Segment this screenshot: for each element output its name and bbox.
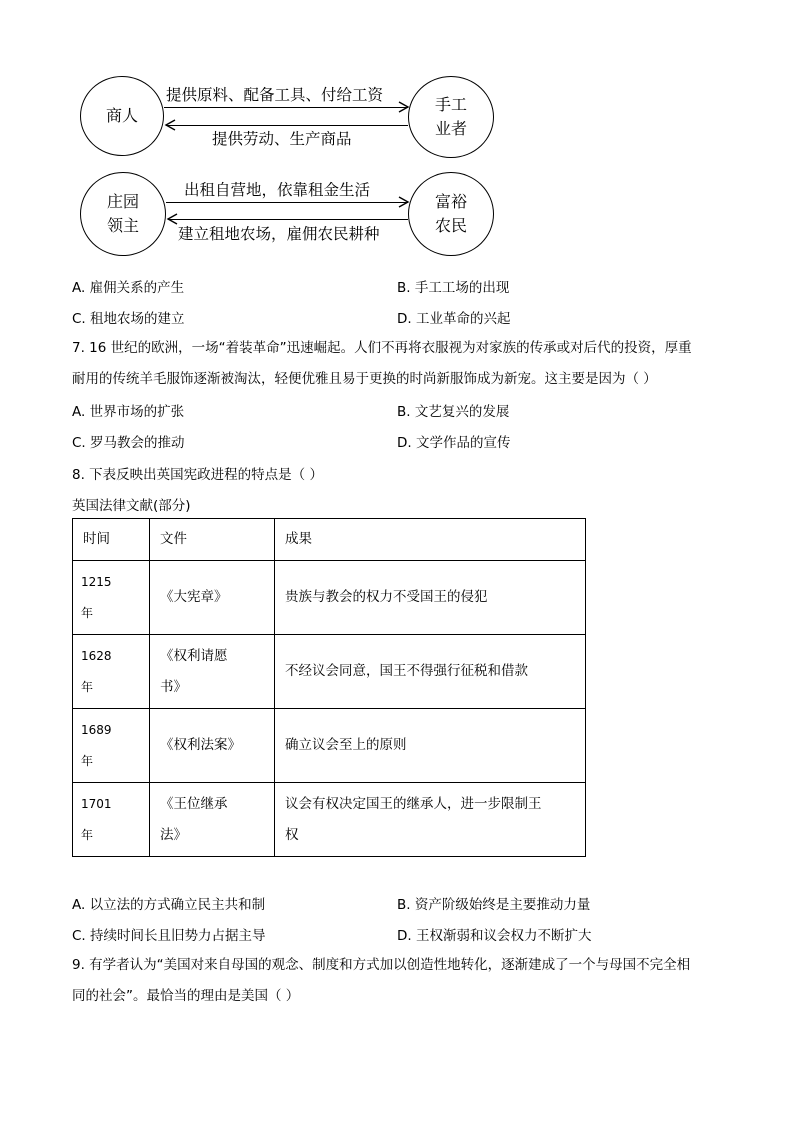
arrowhead-left-icon xyxy=(164,119,176,131)
merchant-node xyxy=(80,76,164,156)
top-arrow-left-label: 提供劳动、生产商品 xyxy=(212,130,352,148)
row-result: 议会有权决定国王的继承人，进一步限制王 权 xyxy=(275,783,586,857)
row-document: 《王位继承 法》 xyxy=(150,783,275,857)
q8-option-a[interactable]: A. 以立法的方式确立民主共和制 xyxy=(72,897,266,913)
arrowhead-right-icon xyxy=(398,101,410,113)
rich-farmer-node xyxy=(408,172,494,256)
q9-stem xyxy=(72,950,728,1012)
manor-lord-label-line1: 庄园 xyxy=(106,192,139,211)
q8-option-d[interactable]: D. 王权渐弱和议会权力不断扩大 xyxy=(397,928,592,944)
bottom-arrow-left xyxy=(168,219,408,220)
q9-stem-line1: 9. 有学者认为“美国对来自母国的观念、制度和方式加以创造性地转化，逐渐建成了一个与母国不完全相 xyxy=(72,957,691,973)
top-arrow-left xyxy=(166,125,408,126)
bottom-arrow-right-label: 出租自营地，依靠租金生活 xyxy=(184,181,371,199)
row-result: 不经议会同意，国王不得强行征税和借款 xyxy=(275,635,586,709)
table-row xyxy=(73,783,586,857)
q6-option-b[interactable]: B. 手工工场的出现 xyxy=(397,280,510,296)
row-year: 1628 年 xyxy=(73,635,150,709)
row-result: 贵族与教会的权力不受国王的侵犯 xyxy=(275,561,586,635)
artisan-node xyxy=(408,76,494,158)
header-document: 文件 xyxy=(150,519,275,561)
row-year: 1701 年 xyxy=(73,783,150,857)
manor-lord-node xyxy=(80,172,166,256)
q7-option-c[interactable]: C. 罗马教会的推动 xyxy=(72,435,185,451)
arrowhead-left-icon xyxy=(166,213,178,225)
q7-option-b[interactable]: B. 文艺复兴的发展 xyxy=(397,404,510,420)
table-title: 英国法律文献(部分) xyxy=(72,498,191,514)
q8-option-c[interactable]: C. 持续时间长且旧势力占据主导 xyxy=(72,928,266,944)
q7-stem-line2: 耐用的传统羊毛服饰逐渐被淘汰，轻便优雅且易于更换的时尚新服饰成为新宠。这主要是因为（ ） xyxy=(72,371,657,387)
q7-stem xyxy=(72,333,728,395)
artisan-label-line1: 手工 xyxy=(434,95,467,114)
row-document: 《权利请愿 书》 xyxy=(150,635,275,709)
q9-stem-line2: 同的社会”。最恰当的理由是美国（ ） xyxy=(72,988,300,1004)
row-document: 《大宪章》 xyxy=(150,561,275,635)
q6-option-c[interactable]: C. 租地农场的建立 xyxy=(72,311,185,327)
header-time: 时间 xyxy=(73,519,150,561)
top-arrow-right xyxy=(164,107,408,108)
table-row xyxy=(73,635,586,709)
manor-lord-label-line2: 领主 xyxy=(106,216,139,235)
row-result: 确立议会至上的原则 xyxy=(275,709,586,783)
table-row xyxy=(73,561,586,635)
q6-option-a[interactable]: A. 雇佣关系的产生 xyxy=(72,280,185,296)
q6-option-d[interactable]: D. 工业革命的兴起 xyxy=(397,311,511,327)
q8-option-b[interactable]: B. 资产阶级始终是主要推动力量 xyxy=(397,897,591,913)
top-arrow-right-label: 提供原料、配备工具、付给工资 xyxy=(166,86,384,104)
rich-farmer-label-line2: 农民 xyxy=(434,216,467,235)
row-document: 《权利法案》 xyxy=(150,709,275,783)
q7-option-d[interactable]: D. 文学作品的宣传 xyxy=(397,435,511,451)
table-header-row xyxy=(73,519,586,561)
row-year: 1215 年 xyxy=(73,561,150,635)
header-result: 成果 xyxy=(275,519,586,561)
arrowhead-right-icon xyxy=(398,196,410,208)
q8-stem: 8. 下表反映出英国宪政进程的特点是（ ） xyxy=(72,467,323,483)
row-year: 1689 年 xyxy=(73,709,150,783)
bottom-arrow-right xyxy=(166,202,408,203)
merchant-label: 商人 xyxy=(105,106,138,125)
table-row xyxy=(73,709,586,783)
artisan-label-line2: 业者 xyxy=(434,119,467,138)
law-table xyxy=(72,518,586,857)
q7-stem-line1: 7. 16 世纪的欧洲，一场“着装革命”迅速崛起。人们不再将衣服视为对家族的传承或对后代的投资，厚重 xyxy=(72,340,692,356)
q7-option-a[interactable]: A. 世界市场的扩张 xyxy=(72,404,185,420)
bottom-arrow-left-label: 建立租地农场，雇佣农民耕种 xyxy=(178,225,380,243)
rich-farmer-label-line1: 富裕 xyxy=(434,192,467,211)
